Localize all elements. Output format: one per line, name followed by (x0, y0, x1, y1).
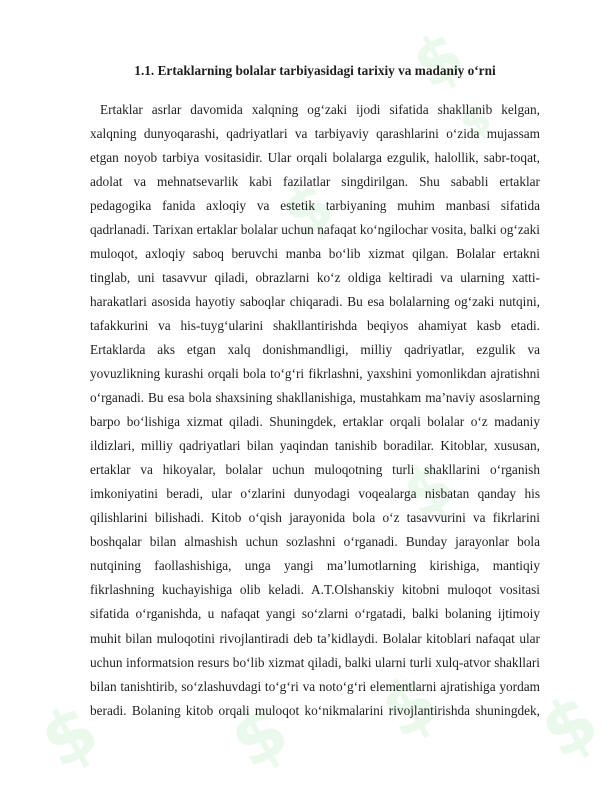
text-line: muloqot, axloqiy saboq beruvchi manba bo‘lib xizmat qilgan. Bolalar ertakni (90, 245, 540, 261)
text-line: beradi. Bolaning kitob orqali muloqot ko‘nikmalarini rivojlantirishda shuningdek, (90, 702, 540, 718)
watermark-glyph: $ (526, 676, 612, 775)
text-line: uchun informatsion resurs bo‘lib xizmat qiladi, balki ularni turli xulq-atvor shakllari (90, 654, 540, 670)
text-line: qilishlarini bilishadi. Kitob o‘qish jarayonida bola o‘z tasavvurini va fikrlarini (90, 510, 540, 526)
text-line: ertaklar va hikoyalar, bolalar uchun muloqotning turli shakllarini o‘rganish (90, 462, 540, 478)
text-line: tinglab, uni tasavvur qiladi, obrazlarni ko‘z oldiga keltiradi va ularning xatti- (90, 269, 540, 285)
watermark-glyph: $ (271, 167, 347, 254)
text-line: muhit bilan muloqotini rivojlantiradi deb ta’kidlaydi. Bolalar kitoblari nafaqat ular (90, 630, 540, 646)
text-line: tafakkurini va his-tuyg‘ularini shakllantirishda beqiyos ahamiyat kasb etadi. (90, 317, 540, 333)
text-line: ildizlari, milliy qadriyatlari bilan yaqindan tanishib boradilar. Kitoblar, xususan, (90, 438, 540, 454)
text-line: nutqining faollashishiga, unga yangi ma’lumotlarning kirishiga, mantiqiy (90, 558, 540, 574)
text-line: pedagogika fanida axloqiy va estetik tarbiyaning muhim manbasi sifatida (90, 197, 540, 213)
text-line: boshqalar bilan almashish uchun sozlashni o‘rganadi. Bunday jarayonlar bola (90, 534, 540, 550)
text-line: fikrlashning kuchayishiga olib keladi. A.T.Olshanskiy kitobni muloqot vositasi (90, 582, 540, 598)
watermark-glyph: $ (452, 94, 500, 149)
body-paragraph (90, 98, 540, 723)
text-line: o‘rganadi. Bu esa bola shaxsining shakllanishiga, mustahkam ma’naviy asoslarning (90, 390, 540, 406)
text-line: etgan noyob tarbiya vositasidir. Ular orqali bolalarga ezgulik, halollik, sabr-toqat, (90, 149, 540, 165)
watermark-glyph: $ (26, 686, 112, 785)
text-line: barpo bo‘lishiga xizmat qiladi. Shuningdek, ertaklar orqali bolalar o‘z madaniy (90, 414, 540, 430)
watermark-glyph: $ (401, 17, 477, 104)
watermark-glyph: $ (391, 447, 467, 534)
text-line: adolat va mehnatsevarlik kabi fazilatlar singdirilgan. Shu sababli ertaklar (90, 173, 540, 189)
text-line: qadrlanadi. Tarixan ertaklar bolalar uchun nafaqat ko‘ngilochar vosita, balki og‘zaki (90, 221, 540, 237)
watermark-glyph: $ (366, 656, 452, 755)
text-line: Ertaklarda aks etgan xalq donishmandligi, milliy qadriyatlar, ezgulik va (90, 341, 540, 357)
text-line: harakatlari asosida hayotiy saboqlar chiqaradi. Bu esa bolalarning og‘zaki nutqini, (90, 293, 540, 309)
text-line: xalqning dunyoqarashi, qadriyatlari va tarbiyaviy qarashlarini o‘zida mujassam (90, 125, 540, 141)
text-line: yovuzlikning kurashi orqali bola to‘g‘ri fikrlashni, yaxshini yomonlikdan ajratishni (90, 366, 540, 382)
watermark-glyph: $ (216, 686, 302, 785)
text-line: sifatida o‘rganishda, u nafaqat yangi so‘zlarni o‘rgatadi, balki bolaning ijtimoiy (90, 606, 540, 622)
text-line: Ertaklar asrlar davomida xalqning og‘zaki ijodi sifatida shakllanib kelgan, (100, 101, 540, 117)
text-line: imkoniyatini beradi, ular o‘zlarini dunyodagi voqealarga nisbatan qanday his (90, 486, 540, 502)
text-line: bilan tanishtirib, so‘zlashuvdagi to‘g‘ri va noto‘g‘ri elementlarni ajratishiga yordam (90, 678, 540, 694)
section-heading: 1.1. Ertaklarning bolalar tarbiyasidagi tarixiy va madaniy o‘rni (134, 63, 496, 78)
